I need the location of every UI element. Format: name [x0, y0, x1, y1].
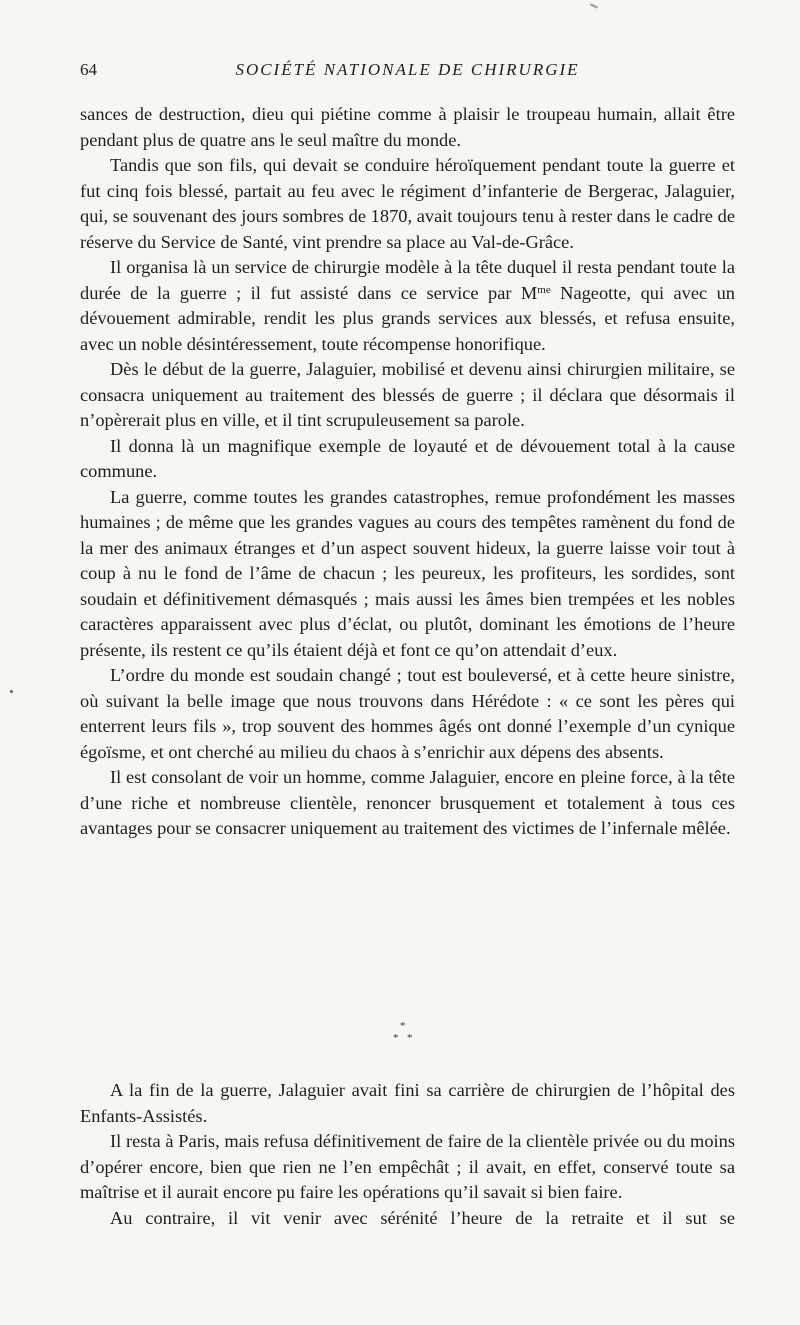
paragraph-3-start: Il organisa là un service de chirurgie modèle à la tête duquel il resta pendant toute la durée de la guerre ; il fut assisté dans ce service par M [80, 257, 735, 303]
paragraph-10: Il resta à Paris, mais refusa définitivement de faire de la clientèle privée ou du moins d’opérer encore, bien que rien ne l’en empêchât ; il avait, en effet, conservé toute sa maîtrise et il aurait encore pu faire les opérations qu’il savait si bien faire. [80, 1131, 735, 1202]
paragraph-8: Il est consolant de voir un homme, comme Jalaguier, encore en pleine force, à la tête d’une riche et nombreuse clientèle, renoncer brusquement et totalement à tous ces avantages pour se consacrer uniquement au traitement des victimes de l’infernale mêlée. [80, 767, 735, 838]
asterism-star-right: * [407, 1032, 413, 1044]
paragraph-6: La guerre, comme toutes les grandes catastrophes, remue profondément les masses humaines ; de même que les grandes vagues au cours des tempêtes ramènent du fond de la mer des animaux étranges et d’un aspect souvent hideux, la guerre laisse voir tout à coup à nu le fond de l’âme de chacun ; les peureux, les profiteurs, les sordides, sont soudain et définitivement démasqués ; mais aussi les âmes bien trempées et les nobles caractères apparaissent avec plus d’éclat, ou plutôt, dominant les émotions de l’heure présente, ils restent ce qu’ils étaient déjà et font ce qu’on attendait d’eux. [80, 486, 735, 660]
paragraph-9: A la fin de la guerre, Jalaguier avait fini sa carrière de chirurgien de l’hôpital des Enfants-Assistés. [80, 1080, 735, 1126]
asterism-star-left: * [393, 1032, 399, 1044]
body-text-section-1 [80, 102, 735, 842]
paragraph-5: Il donna là un magnifique exemple de loyauté et de dévouement total à la cause commune. [80, 435, 735, 481]
paragraph-11: Au contraire, il vit venir avec sérénité l’heure de la retraite et il sut se [110, 1207, 735, 1228]
paragraph-3-end: Nageotte, qui avec un dévouement admirable, rendit les plus grands services aux blessés, et refusa ensuite, avec un noble désintéressement, toute récompense honorifique. [80, 282, 735, 354]
stray-mark [590, 3, 598, 8]
paragraph-3 [80, 255, 735, 357]
body-text-section-2 [80, 1078, 735, 1231]
paragraph-4: Dès le début de la guerre, Jalaguier, mobilisé et devenu ainsi chirurgien militaire, se consacra uniquement au traitement des blessés de guerre ; il déclara que désormais il n’opèrerait plus en ville, et il tint scrupuleusement sa parole. [80, 359, 735, 430]
margin-dot [10, 690, 13, 693]
asterism-star-top: * [400, 1020, 406, 1032]
page-number: 64 [80, 60, 97, 79]
running-head [80, 60, 735, 84]
paragraph-2: Tandis que son fils, qui devait se conduire héroïquement pendant toute la guerre et fut cinq fois blessé, partait au feu avec le régiment d’infanterie de Bergerac, Jalaguier, qui, se souvenant des jours sombres de 1870, avait toujours tenu à rester dans le cadre de réserve du Service de Santé, vint prendre sa place au Val-de-Grâce. [80, 155, 735, 252]
paragraph-1: sances de destruction, dieu qui piétine comme à plaisir le troupeau humain, allait être pendant plus de quatre ans le seul maître du monde. [80, 104, 735, 150]
title-superscript: me [537, 283, 551, 296]
section-break-asterism [390, 1020, 420, 1060]
paragraph-7: L’ordre du monde est soudain changé ; tout est bouleversé, et à cette heure sinistre, où suivant la belle image que nous trouvons dans Hérédote : « ce sont les pères qui enterrent leurs fils », trop souvent des hommes âgés ont donné l’exemple d’un cynique égoïsme, et ont cherché au milieu du chaos à s’enrichir aux dépens des absents. [80, 665, 735, 762]
journal-title: SOCIÉTÉ NATIONALE DE CHIRURGIE [235, 60, 580, 79]
